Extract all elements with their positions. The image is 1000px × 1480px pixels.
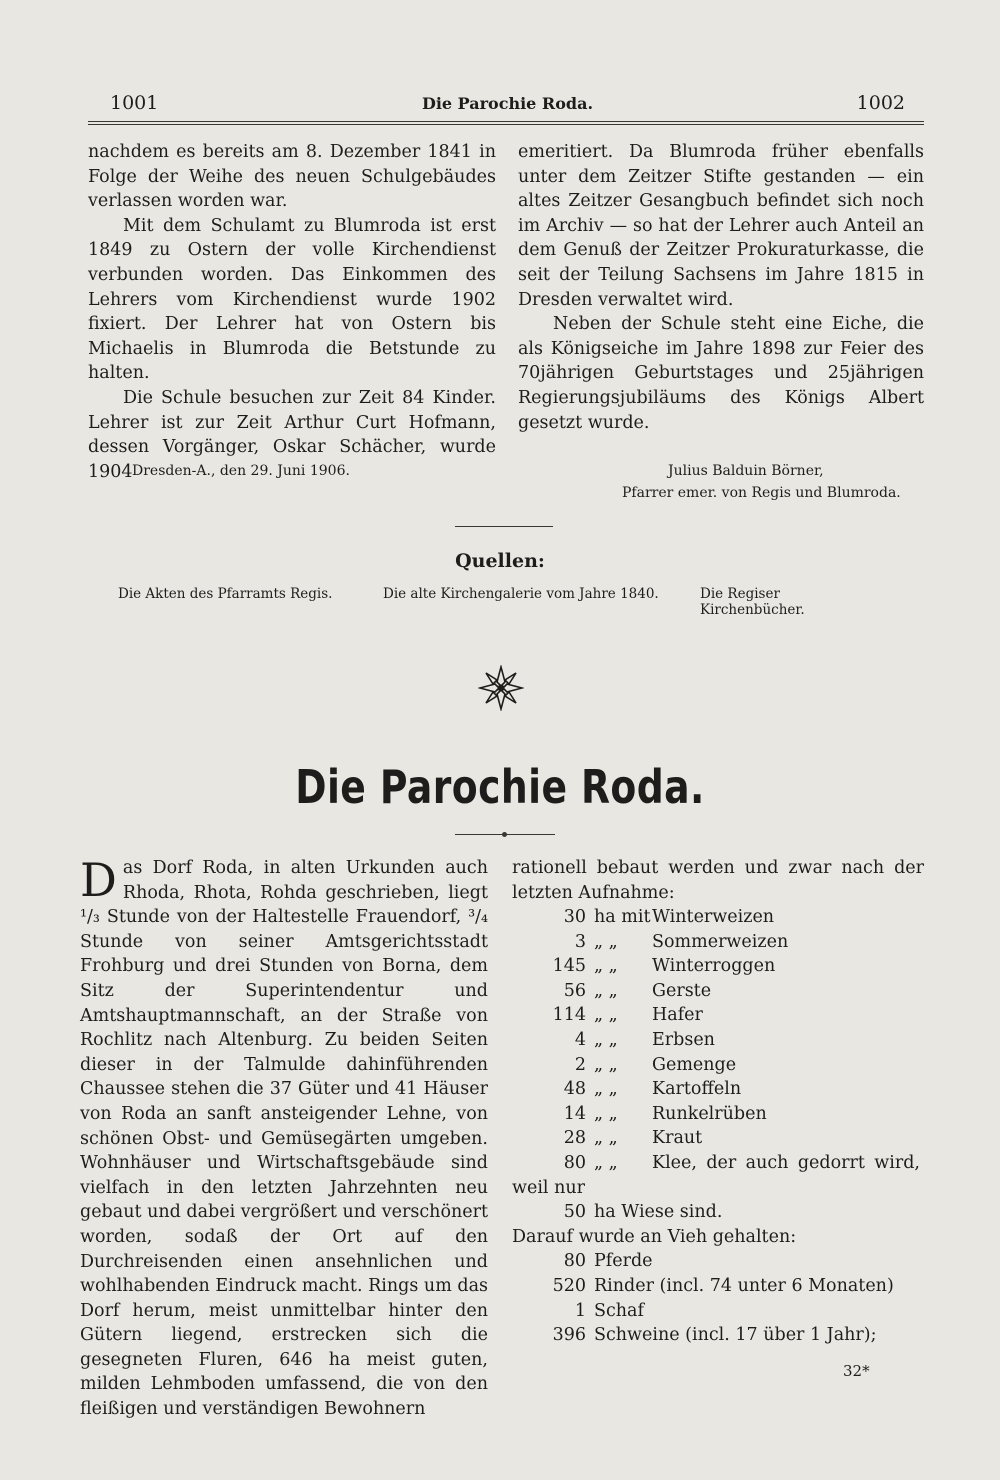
livestock-name: Pferde — [594, 1251, 653, 1272]
paragraph: Neben der Schule steht eine Eiche, die als Königseiche im Jahre 1898 zur Feier des 70jährigen Geburtstages und 25jährigen Regierungsjubiläums des Königs Albert gesetzt wurde. — [518, 314, 924, 433]
crop-name: Sommerweizen — [652, 931, 789, 952]
source-item: Die Regiser Kirchenbücher. — [700, 586, 805, 618]
table-row — [512, 1028, 932, 1053]
crop-name: Gerste — [652, 980, 712, 1001]
crop-name: Winterweizen — [652, 907, 775, 927]
table-row — [512, 1126, 932, 1151]
article-left-column — [80, 853, 488, 1422]
crop-amount: 2 — [574, 1054, 586, 1075]
paragraph: Mit dem Schulamt zu Blumroda ist erst 1849 zu Ostern der volle Kirchendienst verbunden worden. Das Einkommen des Lehrers vom Kirchendienst wurde 1902 fixiert. Der Lehrer hat von Ostern bis Michaelis in Blumroda die Betstunde zu halten. — [88, 215, 496, 384]
crop-name: Gemenge — [652, 1054, 737, 1075]
crop-unit: „ „ — [594, 1079, 618, 1100]
livestock-amount: 80 — [563, 1251, 586, 1272]
page-number-left: 1001 — [110, 92, 159, 114]
source-item: Die Akten des Pfarramts Regis. — [118, 586, 333, 602]
article-body — [80, 853, 488, 1422]
sources-list — [118, 586, 888, 618]
livestock-amount: 1 — [574, 1300, 586, 1321]
crop-unit: „ „ — [594, 1128, 618, 1149]
crop-amount: 4 — [574, 1029, 586, 1050]
crop-unit: „ „ — [594, 956, 618, 977]
crop-amount: 145 — [552, 956, 586, 977]
paragraph: Die Schule besuchen zur Zeit 84 Kinder. Lehrer ist zur Zeit Arthur Curt Hofmann, dessen Vorgänger, Oskar Schächer, wurde 1904 — [88, 387, 496, 482]
crop-amount: 3 — [574, 931, 586, 952]
crop-name: Runkelrüben — [652, 1103, 767, 1124]
article-right-intro: rationell bebaut werden und zwar nach der letzten Aufnahme: — [512, 858, 924, 903]
upper-right-column — [518, 140, 924, 435]
crop-unit: „ „ — [594, 1054, 618, 1075]
livestock-name: Schaf — [594, 1300, 644, 1321]
crop-unit: „ „ — [594, 1103, 618, 1124]
paragraph: nachdem es bereits am 8. Dezember 1841 in Folge der Weihe des neuen Schulgebäudes verlassen worden war. — [88, 142, 496, 212]
crop-amount: 80 — [563, 1152, 586, 1173]
table-row — [512, 1200, 932, 1225]
header-rule-bottom — [88, 124, 924, 125]
signature-role: Pfarrer emer. von Regis und Blumroda. — [622, 485, 901, 501]
running-title: Die Parochie Roda. — [421, 94, 594, 113]
crop-table — [512, 905, 932, 1348]
table-row — [512, 1053, 932, 1078]
crop-unit: „ „ — [594, 931, 618, 952]
sources-heading: Quellen: — [455, 550, 545, 572]
signature-name: Julius Balduin Börner, — [668, 463, 824, 479]
table-row — [512, 1077, 932, 1102]
table-row — [512, 1003, 932, 1028]
running-header — [110, 92, 905, 118]
crop-name: Klee, der auch gedorrt wird, — [652, 1152, 920, 1173]
table-row — [512, 930, 932, 955]
star-flower-ornament-icon — [478, 665, 524, 711]
crop-amount: 114 — [552, 1005, 586, 1026]
title-ornament-rule — [455, 832, 555, 838]
meadow-text: ha Wiese sind. — [594, 1202, 723, 1223]
crop-name: Erbsen — [652, 1029, 715, 1050]
crop-amount: 14 — [563, 1103, 586, 1124]
table-row — [512, 1102, 932, 1127]
weil-nur-line: weil nur — [512, 1177, 585, 1198]
crop-unit: ha mit — [594, 907, 651, 927]
table-row — [512, 1299, 932, 1324]
page-number-right: 1002 — [856, 92, 905, 114]
signature-date: Dresden-A., den 29. Juni 1906. — [132, 463, 350, 479]
drop-cap: D — [80, 853, 117, 907]
table-row — [512, 1323, 932, 1348]
meadow-amount: 50 — [563, 1202, 586, 1223]
crop-name: Kartoffeln — [652, 1079, 742, 1100]
crop-unit: „ „ — [594, 1152, 618, 1173]
table-row — [512, 1249, 932, 1274]
crop-amount: 30 — [563, 907, 586, 927]
crop-name: Hafer — [652, 1005, 703, 1026]
table-row — [512, 1151, 932, 1176]
crop-unit: „ „ — [594, 1005, 618, 1026]
crop-amount: 28 — [563, 1128, 586, 1149]
table-row — [512, 979, 932, 1004]
livestock-amount: 396 — [552, 1325, 586, 1346]
article-body-text: as Dorf Roda, in alten Urkunden auch Rhoda, Rhota, Rohda geschrieben, liegt ¹/₃ Stunde von der Haltestelle Frauendorf, ³/₄ Stunde von seiner Amtsgerichtsstadt Frohburg und drei Stunden von Borna, dem Sitz der Superintendentur und Amtshauptmannschaft, an der Straße von Rochlitz nach Altenburg. Zu beiden Seiten dieser in der Talmulde dahinführenden Chaussee stehen die 37 Güter und 41 Häuser von Roda an sanft ansteigender Lehne, von schönen Obst- und Gemüsegärten umgeben. Wohnhäuser und Wirtschaftsgebäude sind vielfach in den letzten Jahrzehnten neu gebaut und dabei vergrößert und verschönert worden, sodaß der Ort auf den Durchreisenden einen ansehnlichen und wohlhabenden Eindruck macht. Rings um das Dorf herum, meist unmittelbar hinter den Gütern liegend, erstrecken sich die gesegneten Fluren, 646 ha meist guten, milden Lehmboden umfassend, die von den fleißigen und verständigen Bewohnern — [80, 858, 488, 1420]
livestock-name: Rinder (incl. 74 unter 6 Monaten) — [594, 1275, 894, 1296]
livestock-amount: 520 — [552, 1275, 586, 1296]
table-row — [512, 1274, 932, 1299]
table-row — [512, 1225, 932, 1250]
table-row — [512, 905, 932, 930]
article-title: Die Parochie Roda. — [295, 760, 705, 814]
table-row — [512, 954, 932, 979]
livestock-intro: Darauf wurde an Vieh gehalten: — [512, 1226, 797, 1247]
crop-name: Winterroggen — [652, 956, 776, 977]
crop-name: Kraut — [652, 1128, 703, 1149]
paragraph: emeritiert. Da Blumroda früher ebenfalls unter dem Zeitzer Stifte gestanden — ein altes Zeitzer Gesangbuch befindet sich noch im Archiv — so hat der Lehrer auch Anteil an dem Genuß der Zeitzer Prokuraturkasse, die seit der Teilung Sachsens im Jahre 1815 in Dresden verwaltet wird. — [518, 142, 924, 310]
sheet-mark: 32* — [843, 1362, 870, 1380]
upper-left-column — [88, 140, 496, 484]
source-item: Die alte Kirchengalerie vom Jahre 1840. — [383, 586, 659, 602]
crop-amount: 48 — [563, 1079, 586, 1100]
crop-unit: „ „ — [594, 1029, 618, 1050]
header-rule-top — [88, 121, 924, 122]
table-row — [512, 1176, 932, 1201]
section-divider — [455, 526, 553, 527]
crop-unit: „ „ — [594, 980, 618, 1001]
livestock-name: Schweine (incl. 17 über 1 Jahr); — [594, 1325, 877, 1346]
crop-amount: 56 — [563, 980, 586, 1001]
